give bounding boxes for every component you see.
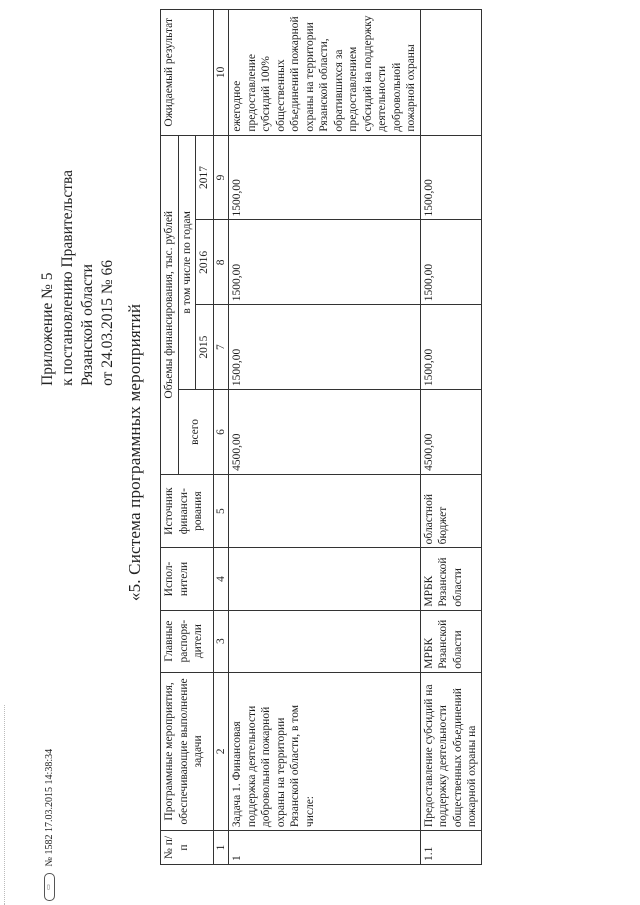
registration-stamp <box>44 749 55 901</box>
row-manager: МРБК Рязанской области <box>420 610 481 672</box>
column-number: 6 <box>213 390 229 475</box>
column-number-row <box>213 10 229 865</box>
column-number: 9 <box>213 135 229 220</box>
row-2015: 1500,00 <box>229 305 421 390</box>
row-2017: 1500,00 <box>420 135 481 220</box>
header-result: Ожидаемый результат <box>161 10 214 136</box>
stamp-text: № 1582 17.03.2015 14:38:34 <box>44 748 55 867</box>
section-title: «5. Система программных мероприятий <box>125 303 144 602</box>
header-managers: Главные распоря-дители <box>161 610 214 672</box>
row-result <box>420 10 481 136</box>
appendix-number: Приложение № 5 <box>39 272 56 386</box>
header-funding: Объемы финансирования, тыс. рублей <box>161 135 179 474</box>
header-measures: Программные мероприятия, обеспечивающие выполнение задачи <box>161 672 214 830</box>
column-number: 5 <box>213 474 229 548</box>
row-source <box>229 474 421 548</box>
row-executor: МРБК Рязанской области <box>420 548 481 610</box>
appendix-resolution: к постановлению Правительства <box>59 170 76 386</box>
header-by-years: в том числе по годам <box>178 135 196 389</box>
scan-edge-mark <box>4 705 6 905</box>
row-executor <box>229 548 421 610</box>
row-num: 1 <box>229 831 421 865</box>
column-number: 8 <box>213 220 229 305</box>
row-2017: 1500,00 <box>229 135 421 220</box>
header-source: Источник финанси-рования <box>161 474 214 548</box>
table-row <box>420 10 481 865</box>
column-number: 2 <box>213 672 229 830</box>
header-executors: Испол-нители <box>161 548 214 610</box>
row-2015: 1500,00 <box>420 305 481 390</box>
row-result: ежегодное предоставление субсидий 100% общественных объединений пожарной охраны на территории Рязанской области, обратившихся за предоставлением субсидий на поддержку деятельности добровольной пожарной охраны <box>229 10 421 136</box>
header-year-2017: 2017 <box>196 135 214 220</box>
row-total: 4500,00 <box>229 390 421 475</box>
column-number: 10 <box>213 10 229 136</box>
column-number: 1 <box>213 831 229 865</box>
row-num: 1.1 <box>420 831 481 865</box>
row-2016: 1500,00 <box>420 220 481 305</box>
row-measure: Задача 1. Финансовая поддержка деятельности добровольной пожарной охраны на территории Рязанской области, в том числе: <box>229 672 421 830</box>
row-measure: Предоставление субсидий на поддержку деятельности общественных объединений пожарной охраны на <box>420 672 481 830</box>
header-year-2016: 2016 <box>196 220 214 305</box>
row-source: областной бюджет <box>420 474 481 548</box>
column-number: 4 <box>213 548 229 610</box>
table-row <box>229 10 421 865</box>
column-number: 7 <box>213 305 229 390</box>
row-2016: 1500,00 <box>229 220 421 305</box>
header-year-2015: 2015 <box>196 305 214 390</box>
row-total: 4500,00 <box>420 390 481 475</box>
program-measures-table <box>160 9 482 865</box>
appendix-region: Рязанской области <box>79 264 96 386</box>
appendix-date: от 24.03.2015 № 66 <box>99 259 116 386</box>
column-number: 3 <box>213 610 229 672</box>
table-header-row <box>161 10 179 865</box>
appendix-header <box>38 170 118 386</box>
stamp-logo-icon: ▭ <box>44 873 55 901</box>
header-total: всего <box>178 390 213 475</box>
header-num: № п/п <box>161 831 214 865</box>
row-manager <box>229 610 421 672</box>
